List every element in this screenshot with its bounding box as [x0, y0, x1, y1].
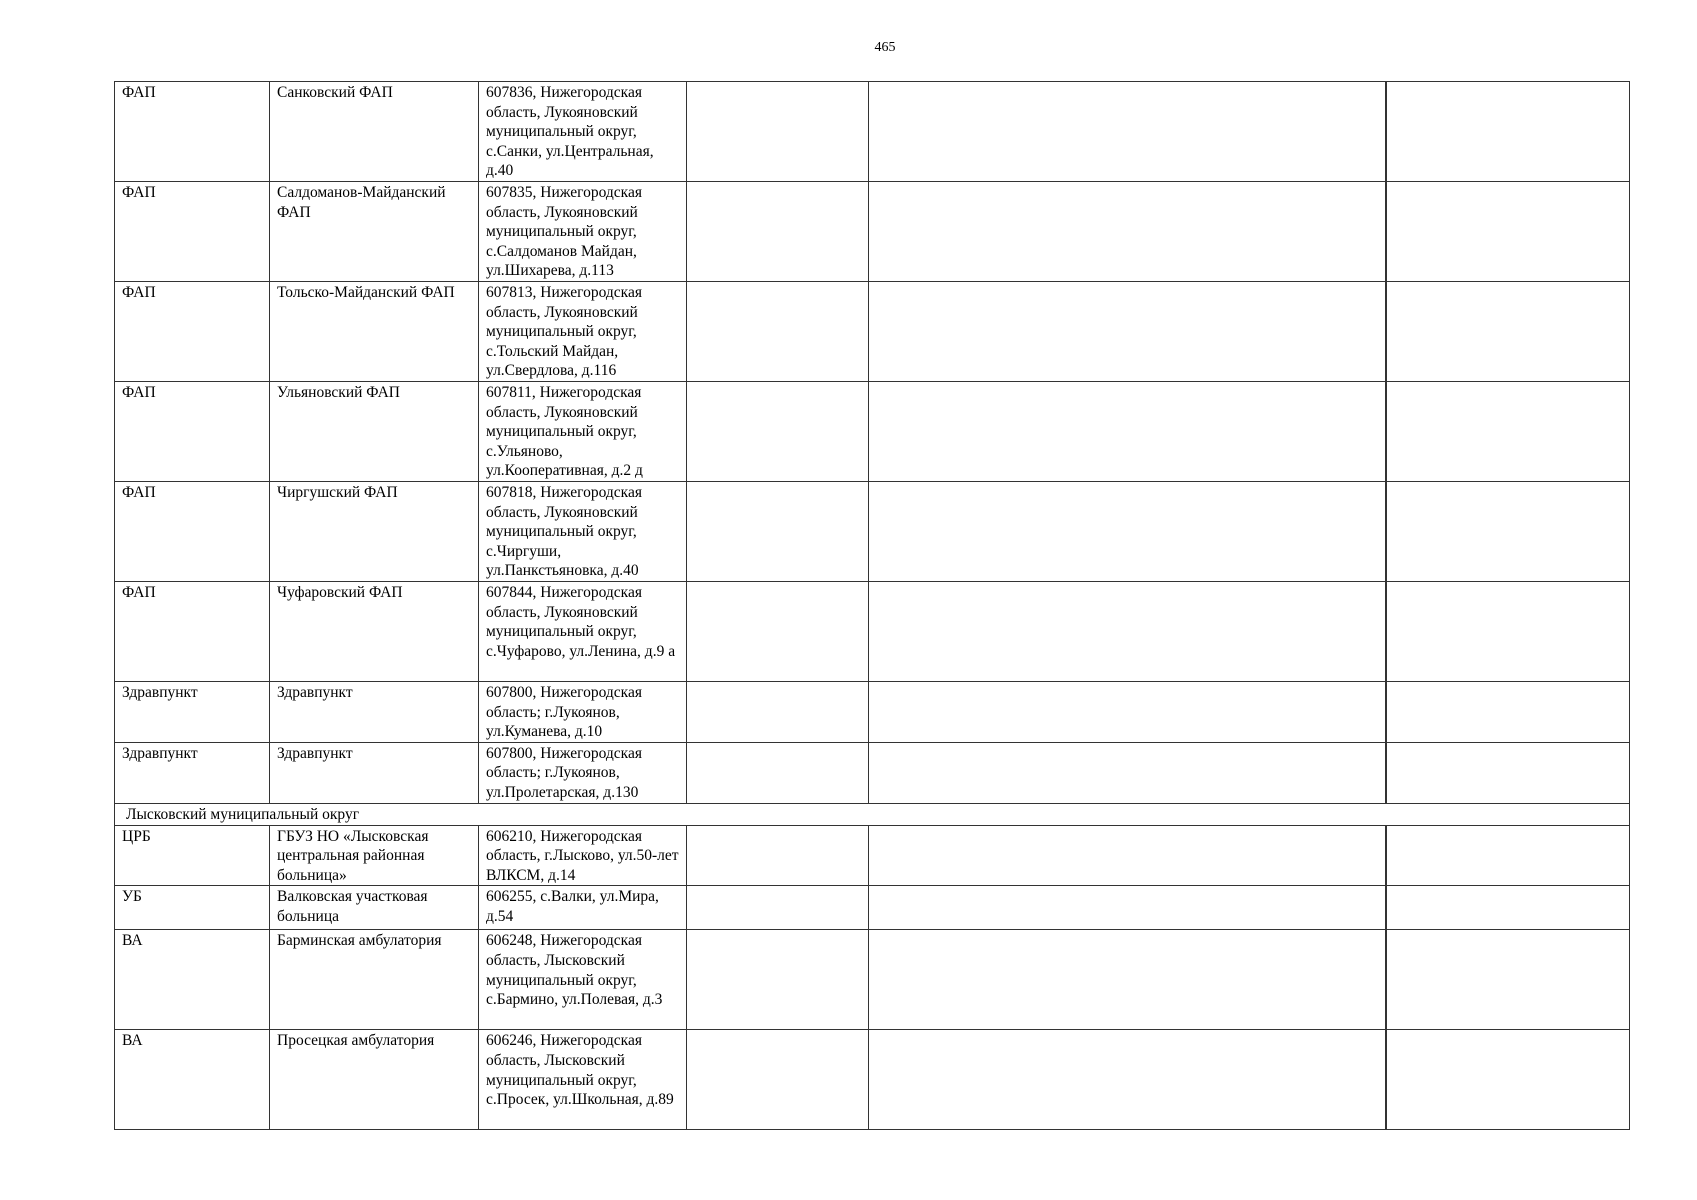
- facility-address-cell: 606248, Нижегородская область, Лысковский муниципальный округ, с.Бармино, ул.Полевая, д.3: [479, 930, 687, 1030]
- facility-address-cell: 607800, Нижегородская область; г.Лукоянов, ул.Пролетарская, д.130: [479, 742, 687, 803]
- table-row: [115, 1030, 1630, 1130]
- facility-address-cell: 606210, Нижегородская область, г.Лысково, ул.50-лет ВЛКСМ, д.14: [479, 825, 687, 886]
- page-number: 465: [874, 40, 896, 55]
- empty-cell: [687, 582, 869, 682]
- empty-cell: [1386, 930, 1630, 1030]
- empty-cell: [1386, 825, 1630, 886]
- empty-cell: [869, 182, 1386, 282]
- empty-cell: [1386, 82, 1630, 182]
- facility-type-cell: ЦРБ: [115, 825, 270, 886]
- empty-cell: [869, 825, 1386, 886]
- empty-cell: [1386, 482, 1630, 582]
- facility-name-cell: Здравпункт: [270, 682, 479, 743]
- facility-type-cell: ВА: [115, 1030, 270, 1130]
- table-row: [115, 482, 1630, 582]
- facility-type-cell: Здравпункт: [115, 742, 270, 803]
- empty-cell: [687, 482, 869, 582]
- facility-address-cell: 607813, Нижегородская область, Лукояновский муниципальный округ, с.Тольский Майдан, ул.Свердлова, д.116: [479, 282, 687, 382]
- table-row: [115, 930, 1630, 1030]
- facility-type-cell: ФАП: [115, 282, 270, 382]
- table-row: [115, 82, 1630, 182]
- facility-name-cell: Салдоманов-Майданский ФАП: [270, 182, 479, 282]
- empty-cell: [869, 582, 1386, 682]
- facility-name-cell: Санковский ФАП: [270, 82, 479, 182]
- facility-name-cell: Ульяновский ФАП: [270, 382, 479, 482]
- empty-cell: [1386, 742, 1630, 803]
- facility-address-cell: 607844, Нижегородская область, Лукояновский муниципальный округ, с.Чуфарово, ул.Ленина, д.9 а: [479, 582, 687, 682]
- facility-type-cell: ФАП: [115, 82, 270, 182]
- facility-address-cell: 607800, Нижегородская область; г.Лукоянов, ул.Куманева, д.10: [479, 682, 687, 743]
- empty-cell: [869, 382, 1386, 482]
- section-heading: Лысковский муниципальный округ: [115, 803, 1630, 825]
- facility-name-cell: ГБУЗ НО «Лысковская центральная районная больница»: [270, 825, 479, 886]
- section-row: [115, 803, 1630, 825]
- facility-address-cell: 606246, Нижегородская область, Лысковский муниципальный округ, с.Просек, ул.Школьная, д.89: [479, 1030, 687, 1130]
- empty-cell: [687, 382, 869, 482]
- empty-cell: [687, 1030, 869, 1130]
- facility-address-cell: 607811, Нижегородская область, Лукояновский муниципальный округ, с.Ульяново, ул.Кооперативная, д.2 д: [479, 382, 687, 482]
- table-row: [115, 282, 1630, 382]
- empty-cell: [1386, 282, 1630, 382]
- facility-type-cell: ФАП: [115, 582, 270, 682]
- empty-cell: [869, 482, 1386, 582]
- empty-cell: [687, 825, 869, 886]
- facility-name-cell: Чуфаровский ФАП: [270, 582, 479, 682]
- empty-cell: [687, 682, 869, 743]
- empty-cell: [687, 282, 869, 382]
- empty-cell: [869, 82, 1386, 182]
- table-row: [115, 182, 1630, 282]
- facility-name-cell: Барминская амбулатория: [270, 930, 479, 1030]
- table-row: [115, 582, 1630, 682]
- empty-cell: [869, 742, 1386, 803]
- facility-name-cell: Просецкая амбулатория: [270, 1030, 479, 1130]
- facility-type-cell: ВА: [115, 930, 270, 1030]
- facility-address-cell: 607835, Нижегородская область, Лукояновский муниципальный округ, с.Салдоманов Майдан, ул.Шихарева, д.113: [479, 182, 687, 282]
- facility-table: [114, 81, 1630, 1130]
- facility-type-cell: ФАП: [115, 182, 270, 282]
- empty-cell: [1386, 382, 1630, 482]
- facility-address-cell: 607818, Нижегородская область, Лукояновский муниципальный округ, с.Чиргуши, ул.Панкстьяновка, д.40: [479, 482, 687, 582]
- empty-cell: [687, 82, 869, 182]
- facility-name-cell: Валковская участковая больница: [270, 886, 479, 930]
- facility-name-cell: Тольско-Майданский ФАП: [270, 282, 479, 382]
- empty-cell: [869, 1030, 1386, 1130]
- empty-cell: [1386, 182, 1630, 282]
- table-row: [115, 825, 1630, 886]
- empty-cell: [1386, 582, 1630, 682]
- empty-cell: [1386, 886, 1630, 930]
- table-row: [115, 382, 1630, 482]
- facility-type-cell: Здравпункт: [115, 682, 270, 743]
- table-row: [115, 886, 1630, 930]
- facility-type-cell: УБ: [115, 886, 270, 930]
- facility-type-cell: ФАП: [115, 382, 270, 482]
- empty-cell: [687, 930, 869, 1030]
- empty-cell: [687, 182, 869, 282]
- facility-type-cell: ФАП: [115, 482, 270, 582]
- facility-address-cell: 607836, Нижегородская область, Лукояновский муниципальный округ, с.Санки, ул.Центральная, д.40: [479, 82, 687, 182]
- empty-cell: [1386, 682, 1630, 743]
- empty-cell: [687, 886, 869, 930]
- facility-name-cell: Чиргушский ФАП: [270, 482, 479, 582]
- empty-cell: [1386, 1030, 1630, 1130]
- empty-cell: [869, 282, 1386, 382]
- empty-cell: [687, 742, 869, 803]
- table-row: [115, 682, 1630, 743]
- empty-cell: [869, 930, 1386, 1030]
- empty-cell: [869, 886, 1386, 930]
- table-row: [115, 742, 1630, 803]
- facility-name-cell: Здравпункт: [270, 742, 479, 803]
- empty-cell: [869, 682, 1386, 743]
- facility-address-cell: 606255, с.Валки, ул.Мира, д.54: [479, 886, 687, 930]
